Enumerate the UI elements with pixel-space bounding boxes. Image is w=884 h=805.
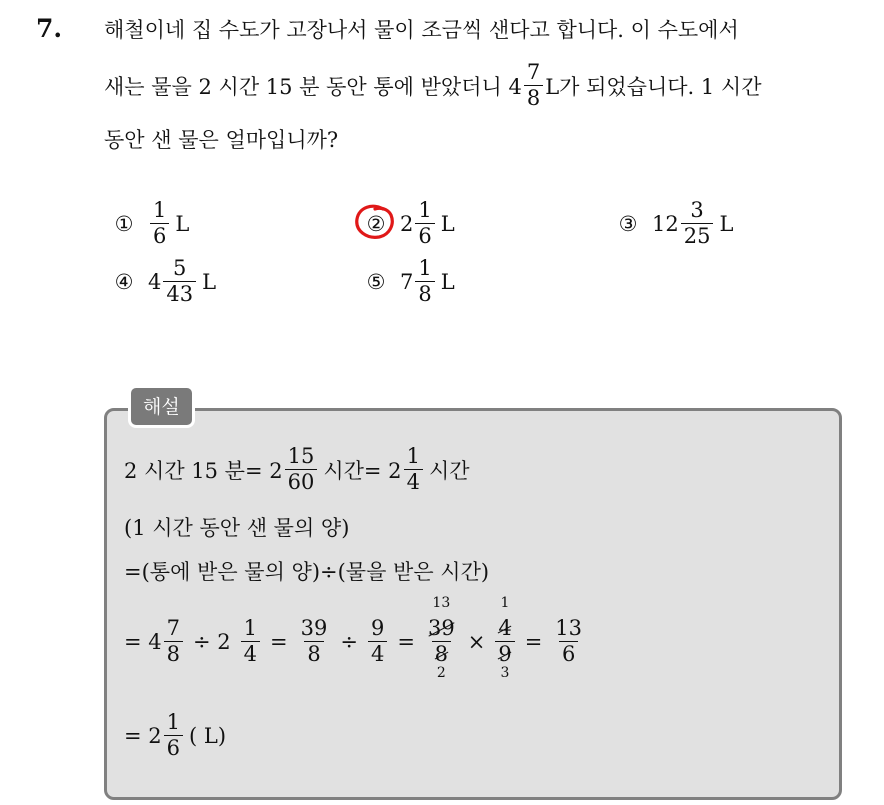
fraction-numerator: 9 (370, 616, 385, 640)
choice-unit: L (719, 211, 734, 236)
question-text-2b: L가 되었습니다. 1 시간 (545, 74, 762, 99)
choice-fraction (681, 200, 714, 247)
choice-1[interactable] (110, 200, 189, 247)
fraction-denominator: 25 (681, 223, 714, 247)
fraction-denominator: 60 (285, 469, 318, 493)
fraction-denominator: 6 (164, 735, 183, 759)
reduced-denominator: 3 (500, 665, 510, 681)
choice-unit: L (202, 269, 217, 294)
choice-marker: ⑤ (366, 269, 386, 294)
choice-unit: L (440, 269, 455, 294)
explanation-line-2 (124, 512, 349, 542)
fraction-denominator: 8 (164, 641, 183, 665)
fraction-numerator: 7 (526, 60, 541, 84)
choice-2[interactable] (362, 200, 455, 247)
expl-fraction (298, 618, 331, 665)
expl-operator: = (270, 629, 288, 654)
fraction-numerator: 5 (173, 256, 187, 280)
question-text-2a: 새는 물을 2 시간 15 분 동안 통에 받았더니 4 (104, 74, 522, 99)
question-line-2 (104, 62, 761, 109)
expl-operator: × (467, 629, 486, 654)
choice-marker: ④ (114, 269, 134, 294)
fraction-numerator: 1 (406, 444, 420, 468)
expl-text: =(통에 받은 물의 양)÷(물을 받은 시간) (124, 560, 490, 584)
reduced-numerator: 13 (432, 595, 451, 611)
expl-fraction (164, 618, 183, 665)
expl-fraction (404, 446, 423, 493)
fraction-numerator: 3 (690, 198, 704, 222)
fraction-denominator: 9 3 (495, 641, 514, 665)
choice-whole: 4 (148, 269, 162, 294)
expl-text: (1 시간 동안 샌 물의 양) (124, 516, 350, 540)
question-text-1: 해철이네 집 수도가 고장나서 물이 조금씩 샌다고 합니다. 이 수도에서 (104, 18, 739, 42)
fraction-numerator: 1 (243, 616, 258, 640)
question-text-3: 동안 샌 물은 얼마입니까? (104, 128, 339, 152)
choice-fraction (415, 200, 434, 247)
expl-unit: ( L) (189, 723, 227, 748)
choice-whole: 2 (400, 211, 414, 236)
expl-text: = 2 (124, 723, 162, 748)
choice-whole: 12 (652, 211, 679, 236)
expl-operator: = (397, 629, 415, 654)
choice-marker: ② (362, 212, 390, 236)
expl-text: = 4 (124, 629, 162, 654)
fraction-numerator: 1 (418, 198, 432, 222)
expl-text: 시간= 2 (323, 458, 402, 483)
question-fraction (524, 62, 543, 109)
expl-cancelled-fraction (425, 595, 458, 681)
explanation-line-3 (124, 556, 489, 586)
question-number: 7. (36, 14, 63, 43)
choice-marker: ① (114, 211, 134, 236)
fraction-numerator: 1 (166, 710, 181, 734)
fraction-numerator: 39 (300, 616, 328, 640)
expl-operator: = (524, 629, 543, 654)
choice-whole: 7 (400, 269, 414, 294)
choice-5[interactable] (362, 258, 455, 305)
choice-4[interactable] (110, 258, 216, 305)
reduced-denominator: 2 (436, 665, 446, 681)
fraction-denominator: 43 (163, 281, 196, 305)
expl-fraction (241, 618, 260, 665)
expl-cancelled-fraction (495, 595, 514, 681)
expl-fraction (552, 618, 585, 665)
expl-operator: ÷ 2 (193, 629, 231, 654)
fraction-numerator: 13 (555, 616, 583, 640)
choice-marker: ③ (618, 211, 638, 236)
explanation-line-4 (124, 595, 587, 681)
choice-fraction (163, 258, 196, 305)
fraction-denominator: 8 (524, 85, 543, 109)
fraction-numerator: 1 (153, 198, 167, 222)
explanation-tag: 해설 (128, 385, 195, 428)
fraction-numerator: 15 (287, 444, 315, 468)
fraction-denominator: 4 (368, 641, 387, 665)
choice-unit: L (440, 211, 455, 236)
fraction-denominator: 8 (304, 641, 323, 665)
explanation-line-1 (124, 446, 470, 493)
choice-fraction (415, 258, 434, 305)
fraction-denominator: 8 2 (432, 641, 451, 665)
question-line-1 (104, 14, 739, 44)
fraction-denominator: 8 (415, 281, 434, 305)
fraction-denominator: 4 (241, 641, 260, 665)
fraction-denominator: 4 (404, 469, 423, 493)
explanation-line-5 (124, 712, 226, 759)
expl-fraction (164, 712, 183, 759)
fraction-numerator: 1 4 (498, 595, 512, 640)
fraction-numerator: 13 39 (427, 595, 455, 640)
choice-3[interactable] (614, 200, 733, 247)
expl-operator: ÷ (340, 629, 358, 654)
reduced-numerator: 1 (500, 595, 510, 611)
fraction-denominator: 6 (415, 223, 434, 247)
expl-fraction (368, 618, 387, 665)
expl-text: 시간 (428, 458, 470, 483)
fraction-denominator: 6 (150, 223, 169, 247)
expl-fraction (285, 446, 318, 493)
fraction-numerator: 1 (418, 256, 432, 280)
expl-text: 2 시간 15 분= 2 (124, 458, 283, 483)
choice-fraction (150, 200, 169, 247)
fraction-numerator: 7 (166, 616, 181, 640)
choice-unit: L (175, 211, 190, 236)
question-line-3 (104, 124, 338, 154)
fraction-denominator: 6 (559, 641, 578, 665)
